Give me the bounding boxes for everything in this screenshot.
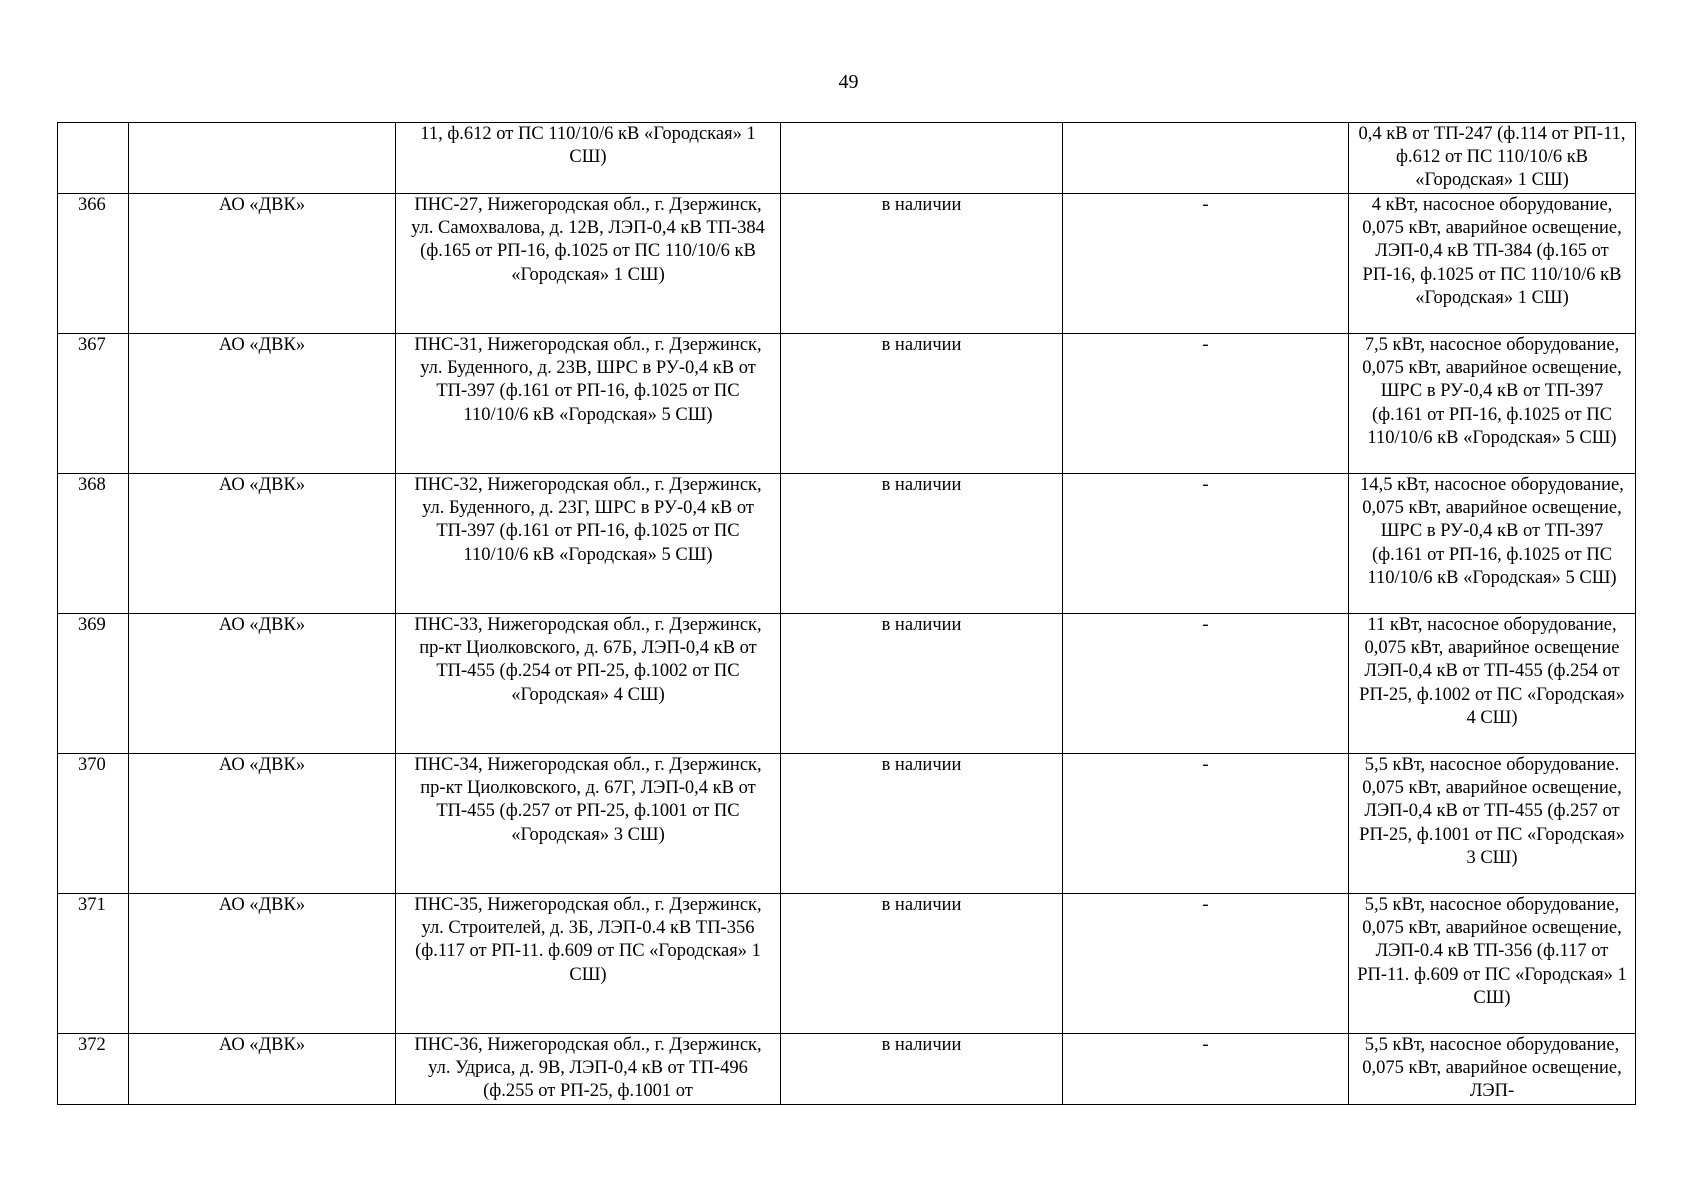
cell-details: 5,5 кВт, насосное оборудование. 0,075 кВт, аварийное освещение, ЛЭП-0,4 кВ от ТП-455 (ф.257 от РП-25, ф.1001 от ПС «Городская» 3 СШ)	[1349, 754, 1636, 894]
cell-status: в наличии	[781, 474, 1063, 614]
cell-details: 5,5 кВт, насосное оборудование, 0,075 кВт, аварийное освещение, ЛЭП-	[1349, 1034, 1636, 1105]
cell-dash: -	[1063, 334, 1349, 474]
cell-status: в наличии	[781, 334, 1063, 474]
cell-details: 7,5 кВт, насосное оборудование, 0,075 кВт, аварийное освещение, ШРС в РУ-0,4 кВ от ТП-397 (ф.161 от РП-16, ф.1025 от ПС 110/10/6 кВ «Городская» 5 СШ)	[1349, 334, 1636, 474]
cell-dash: -	[1063, 894, 1349, 1034]
cell-organization: АО «ДВК»	[129, 194, 396, 334]
cell-dash: -	[1063, 474, 1349, 614]
page-number: 49	[838, 71, 859, 93]
cell-object: ПНС-36, Нижегородская обл., г. Дзержинск, ул. Удриса, д. 9В, ЛЭП-0,4 кВ от ТП-496 (ф.255 от РП-25, ф.1001 от	[396, 1034, 781, 1105]
table-row	[58, 754, 1636, 894]
cell-organization: АО «ДВК»	[129, 474, 396, 614]
cell-status: в наличии	[781, 754, 1063, 894]
registry-table	[57, 122, 1636, 1105]
table-row-continuation	[58, 123, 1636, 194]
cell-details: 4 кВт, насосное оборудование, 0,075 кВт, аварийное освещение, ЛЭП-0,4 кВ ТП-384 (ф.165 от РП-16, ф.1025 от ПС 110/10/6 кВ «Городская» 1 СШ)	[1349, 194, 1636, 334]
cell-number: 372	[58, 1034, 129, 1105]
table-row	[58, 474, 1636, 614]
cell-number: 366	[58, 194, 129, 334]
cell-object: ПНС-31, Нижегородская обл., г. Дзержинск, ул. Буденного, д. 23В, ШРС в РУ-0,4 кВ от ТП-397 (ф.161 от РП-16, ф.1025 от ПС 110/10/6 кВ «Городская» 5 СШ)	[396, 334, 781, 474]
cell-organization	[129, 123, 396, 194]
cell-number	[58, 123, 129, 194]
cell-dash: -	[1063, 194, 1349, 334]
cell-status: в наличии	[781, 894, 1063, 1034]
cell-object: ПНС-33, Нижегородская обл., г. Дзержинск, пр-кт Циолковского, д. 67Б, ЛЭП-0,4 кВ от ТП-455 (ф.254 от РП-25, ф.1002 от ПС «Городская» 4 СШ)	[396, 614, 781, 754]
cell-dash: -	[1063, 754, 1349, 894]
cell-organization: АО «ДВК»	[129, 754, 396, 894]
cell-object: ПНС-35, Нижегородская обл., г. Дзержинск, ул. Строителей, д. 3Б, ЛЭП-0.4 кВ ТП-356 (ф.117 от РП-11. ф.609 от ПС «Городская» 1 СШ)	[396, 894, 781, 1034]
cell-details: 0,4 кВ от ТП-247 (ф.114 от РП-11, ф.612 от ПС 110/10/6 кВ «Городская» 1 СШ)	[1349, 123, 1636, 194]
cell-number: 369	[58, 614, 129, 754]
table-row	[58, 1034, 1636, 1105]
cell-organization: АО «ДВК»	[129, 614, 396, 754]
table-row	[58, 334, 1636, 474]
cell-dash	[1063, 123, 1349, 194]
cell-status: в наличии	[781, 1034, 1063, 1105]
cell-number: 367	[58, 334, 129, 474]
table-row	[58, 894, 1636, 1034]
cell-organization: АО «ДВК»	[129, 894, 396, 1034]
cell-object: 11, ф.612 от ПС 110/10/6 кВ «Городская» 1 СШ)	[396, 123, 781, 194]
cell-status	[781, 123, 1063, 194]
cell-details: 11 кВт, насосное оборудование, 0,075 кВт, аварийное освещение ЛЭП-0,4 кВ от ТП-455 (ф.254 от РП-25, ф.1002 от ПС «Городская» 4 СШ)	[1349, 614, 1636, 754]
cell-status: в наличии	[781, 194, 1063, 334]
cell-number: 370	[58, 754, 129, 894]
cell-details: 14,5 кВт, насосное оборудование, 0,075 кВт, аварийное освещение, ШРС в РУ-0,4 кВ от ТП-397 (ф.161 от РП-16, ф.1025 от ПС 110/10/6 кВ «Городская» 5 СШ)	[1349, 474, 1636, 614]
table-row	[58, 614, 1636, 754]
cell-object: ПНС-34, Нижегородская обл., г. Дзержинск, пр-кт Циолковского, д. 67Г, ЛЭП-0,4 кВ от ТП-455 (ф.257 от РП-25, ф.1001 от ПС «Городская» 3 СШ)	[396, 754, 781, 894]
cell-details: 5,5 кВт, насосное оборудование, 0,075 кВт, аварийное освещение, ЛЭП-0.4 кВ ТП-356 (ф.117 от РП-11. ф.609 от ПС «Городская» 1 СШ)	[1349, 894, 1636, 1034]
cell-number: 371	[58, 894, 129, 1034]
cell-status: в наличии	[781, 614, 1063, 754]
cell-object: ПНС-27, Нижегородская обл., г. Дзержинск, ул. Самохвалова, д. 12В, ЛЭП-0,4 кВ ТП-384 (ф.165 от РП-16, ф.1025 от ПС 110/10/6 кВ «Городская» 1 СШ)	[396, 194, 781, 334]
cell-dash: -	[1063, 1034, 1349, 1105]
table-row	[58, 194, 1636, 334]
cell-dash: -	[1063, 614, 1349, 754]
cell-organization: АО «ДВК»	[129, 1034, 396, 1105]
cell-organization: АО «ДВК»	[129, 334, 396, 474]
cell-number: 368	[58, 474, 129, 614]
cell-object: ПНС-32, Нижегородская обл., г. Дзержинск, ул. Буденного, д. 23Г, ШРС в РУ-0,4 кВ от ТП-397 (ф.161 от РП-16, ф.1025 от ПС 110/10/6 кВ «Городская» 5 СШ)	[396, 474, 781, 614]
